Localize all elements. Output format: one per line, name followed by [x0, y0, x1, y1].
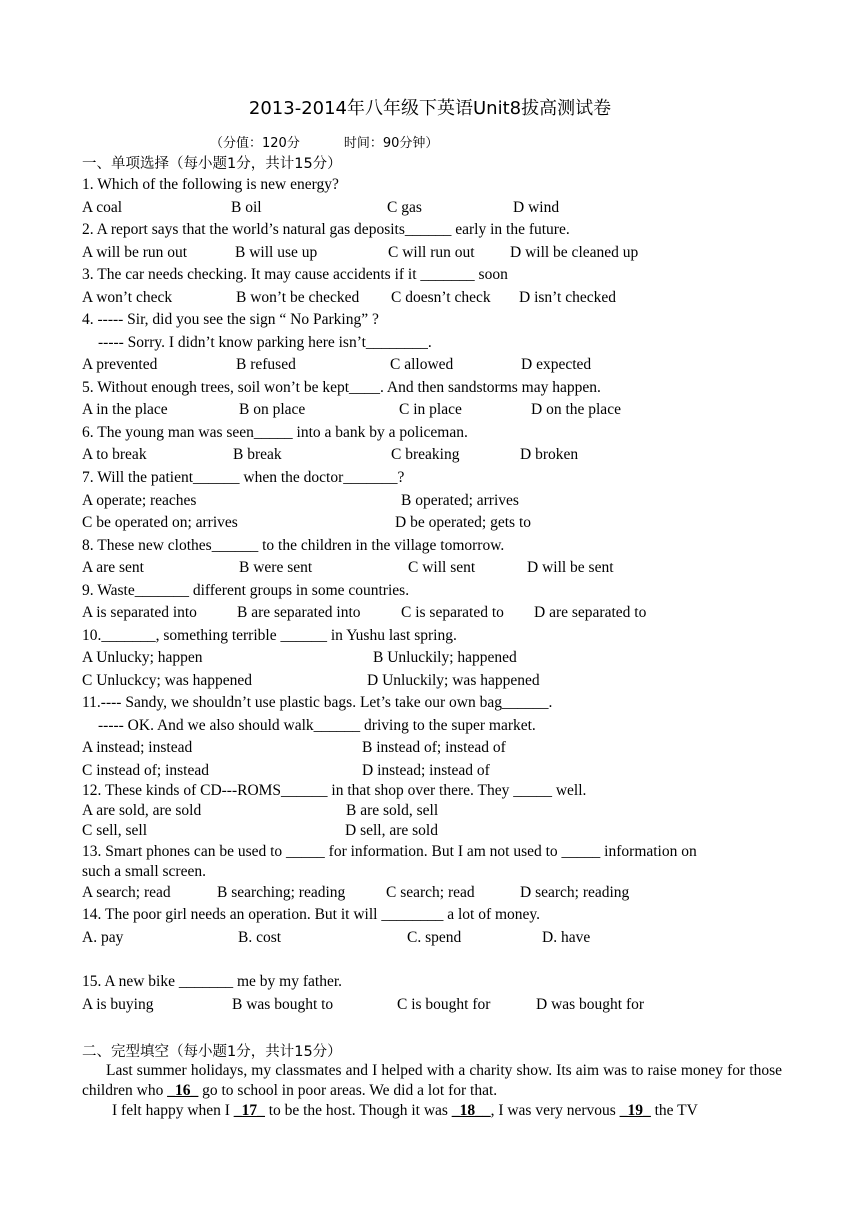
- option: C sell, sell: [82, 822, 148, 839]
- option: A Unlucky; happen: [82, 649, 203, 666]
- option: D instead; instead of: [362, 762, 490, 779]
- option: A instead; instead: [82, 739, 193, 756]
- option: A to break: [82, 446, 147, 463]
- option: C doesn’t check: [391, 289, 491, 306]
- question-stem: 14. The poor girl needs an operation. But it will ________ a lot of money.: [82, 906, 541, 923]
- question-stem: 9. Waste_______ different groups in some countries.: [82, 582, 410, 599]
- option: C is separated to: [401, 604, 504, 621]
- option: C search; read: [386, 884, 475, 901]
- cloze-paragraph: [112, 1102, 698, 1120]
- question-stem: 12. These kinds of CD---ROMS______ in that shop over there. They _____ well.: [82, 782, 587, 799]
- option: A won’t check: [82, 289, 173, 306]
- question-stem: 2. A report says that the world’s natural gas deposits______ early in the future.: [82, 221, 570, 238]
- option: D was bought for: [536, 996, 645, 1013]
- option: C will run out: [388, 244, 475, 261]
- option: D are separated to: [534, 604, 647, 621]
- question-stem: 11.---- Sandy, we shouldn’t use plastic bags. Let’s take our own bag______.: [82, 694, 553, 711]
- option: C instead of; instead: [82, 762, 209, 779]
- option: C be operated on; arrives: [82, 514, 238, 531]
- cloze-paragraph: [82, 1061, 782, 1101]
- section1-heading: 一、单项选择（每小题1分，共计15分）: [82, 156, 342, 172]
- question-stem: ----- OK. And we also should walk______ driving to the super market.: [98, 717, 536, 734]
- option: B will use up: [235, 244, 318, 261]
- question-stem: 5. Without enough trees, soil won’t be kept____. And then sandstorms may happen.: [82, 379, 601, 396]
- option: C gas: [387, 199, 422, 216]
- option: D will be cleaned up: [510, 244, 639, 261]
- page-title: 2013-2014年八年级下英语Unit8拔高测试卷: [248, 98, 612, 119]
- option: A will be run out: [82, 244, 188, 261]
- option: C Unluckcy; was happened: [82, 672, 253, 689]
- option: B break: [233, 446, 282, 463]
- exam-info: [210, 132, 482, 151]
- option: B instead of; instead of: [362, 739, 506, 756]
- option: B was bought to: [232, 996, 334, 1013]
- option: A operate; reaches: [82, 492, 197, 509]
- cloze-text: Last summer holidays, my classmates and I helped with a charity show. Its aim was to raise money for those children who: [82, 1062, 782, 1099]
- cloze-text: , I was very nervous: [490, 1102, 620, 1119]
- question-stem: 1. Which of the following is new energy?: [82, 176, 339, 193]
- score-info: （分值：120分: [210, 136, 300, 151]
- option: D on the place: [531, 401, 621, 418]
- option: C will sent: [408, 559, 476, 576]
- time-info: 时间：90分钟）: [343, 136, 439, 151]
- question-stem: 3. The car needs checking. It may cause accidents if it _______ soon: [82, 266, 508, 283]
- option: B on place: [239, 401, 306, 418]
- option: D search; reading: [520, 884, 630, 901]
- cloze-text: to be the host. Though it was: [264, 1102, 452, 1119]
- option: A search; read: [82, 884, 171, 901]
- option: A is separated into: [82, 604, 197, 621]
- option: B operated; arrives: [401, 492, 519, 509]
- cloze-blank: _19_: [619, 1102, 651, 1119]
- option: A prevented: [82, 356, 158, 373]
- option: C is bought for: [397, 996, 491, 1013]
- question-stem: 7. Will the patient______ when the doctor_______?: [82, 469, 405, 486]
- option: A in the place: [82, 401, 168, 418]
- option: C breaking: [391, 446, 460, 463]
- question-stem: 8. These new clothes______ to the children in the village tomorrow.: [82, 537, 505, 554]
- option: B oil: [231, 199, 262, 216]
- question-stem: 6. The young man was seen_____ into a bank by a policeman.: [82, 424, 468, 441]
- question-stem: such a small screen.: [82, 863, 206, 880]
- section2-heading: 二、完型填空（每小题1分，共计15分）: [82, 1044, 342, 1060]
- cloze-blank: _17_: [233, 1102, 265, 1119]
- option: D Unluckily; was happened: [367, 672, 540, 689]
- option: A is buying: [82, 996, 154, 1013]
- cloze-text: go to school in poor areas. We did a lot for that.: [198, 1082, 498, 1099]
- option: D isn’t checked: [519, 289, 616, 306]
- cloze-blank: _18__: [451, 1102, 491, 1119]
- option: B won’t be checked: [236, 289, 360, 306]
- option: B were sent: [239, 559, 313, 576]
- option: C in place: [399, 401, 462, 418]
- cloze-blank: _16_: [167, 1082, 199, 1099]
- option: C allowed: [390, 356, 454, 373]
- question-stem: 4. ----- Sir, did you see the sign “ No Parking” ?: [82, 311, 379, 328]
- option: A coal: [82, 199, 123, 216]
- option: B searching; reading: [217, 884, 346, 901]
- option: A are sent: [82, 559, 144, 576]
- option: D sell, are sold: [345, 822, 438, 839]
- option: B Unluckily; happened: [373, 649, 517, 666]
- option: B are sold, sell: [346, 802, 439, 819]
- option: D. have: [542, 929, 591, 946]
- option: C. spend: [407, 929, 462, 946]
- option: D will be sent: [527, 559, 614, 576]
- question-stem: 10._______, something terrible ______ in Yushu last spring.: [82, 627, 457, 644]
- option: D broken: [520, 446, 579, 463]
- cloze-text: I felt happy when I: [112, 1102, 234, 1119]
- option: A are sold, are sold: [82, 802, 202, 819]
- option: B are separated into: [237, 604, 361, 621]
- question-stem: ----- Sorry. I didn’t know parking here isn’t________.: [98, 334, 432, 351]
- option: D expected: [521, 356, 592, 373]
- option: A. pay: [82, 929, 124, 946]
- option: D wind: [513, 199, 560, 216]
- cloze-text: the TV: [650, 1102, 698, 1119]
- option: B refused: [236, 356, 296, 373]
- option: D be operated; gets to: [395, 514, 532, 531]
- option: B. cost: [238, 929, 282, 946]
- question-stem: 15. A new bike _______ me by my father.: [82, 973, 343, 990]
- question-stem: 13. Smart phones can be used to _____ for information. But I am not used to _____ information on: [82, 843, 697, 860]
